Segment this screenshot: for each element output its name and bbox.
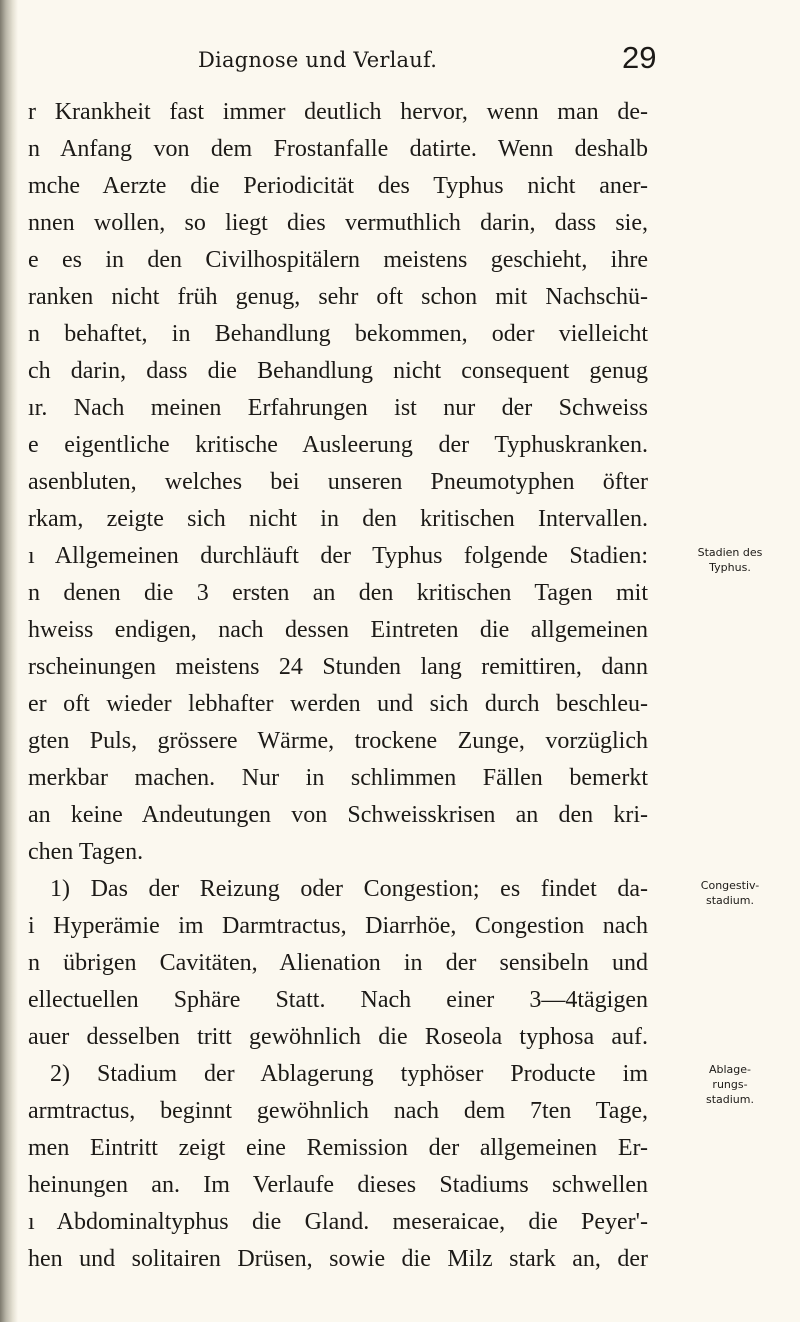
- margin-note-ablagerung: [661, 1062, 799, 1107]
- page-number: 29: [622, 40, 657, 75]
- text-line: 2) Stadium der Ablagerung typhöser Producte im: [50, 1061, 648, 1087]
- margin-note-line: stadium.: [705, 894, 754, 907]
- text-line: nnen wollen, so liegt dies vermuthlich darin, dass sie,: [28, 210, 648, 236]
- page-header: [0, 38, 800, 78]
- text-line: rkam, zeigte sich nicht in den kritischen Intervallen.: [28, 506, 648, 532]
- text-line: heinungen an. Im Verlaufe dieses Stadiums schwellen: [28, 1172, 648, 1198]
- text-line: 1) Das der Reizung oder Congestion; es findet da-: [50, 876, 648, 902]
- text-line: ellectuellen Sphäre Statt. Nach einer 3—4tägigen: [28, 987, 648, 1013]
- text-line: asenbluten, welches bei unseren Pneumotyphen öfter: [28, 469, 648, 495]
- text-line: e es in den Civilhospitälern meistens geschieht, ihre: [28, 247, 648, 273]
- text-line: men Eintritt zeigt eine Remission der allgemeinen Er-: [28, 1135, 648, 1161]
- text-line: i Hyperämie im Darmtractus, Diarrhöe, Congestion nach: [28, 913, 648, 939]
- text-line: n übrigen Cavitäten, Alienation in der sensibeln und: [28, 950, 648, 976]
- text-line: e eigentliche kritische Ausleerung der Typhuskranken.: [28, 432, 648, 458]
- text-line: n behaftet, in Behandlung bekommen, oder vielleicht: [28, 321, 648, 347]
- margin-note-stadien: [661, 545, 799, 575]
- text-line: chen Tagen.: [28, 839, 144, 865]
- margin-note-line: Ablage-: [708, 1063, 752, 1076]
- text-line: ı Allgemeinen durchläuft der Typhus folgende Stadien:: [28, 543, 648, 569]
- text-line: mche Aerzte die Periodicität des Typhus nicht aner-: [28, 173, 648, 199]
- text-line: ır. Nach meinen Erfahrungen ist nur der Schweiss: [28, 395, 648, 421]
- text-line: rscheinungen meistens 24 Stunden lang remittiren, dann: [28, 654, 648, 680]
- margin-note-line: rungs-: [712, 1078, 748, 1091]
- text-line: hen und solitairen Drüsen, sowie die Milz stark an, der: [28, 1246, 648, 1272]
- book-binding-edge: [0, 0, 18, 1322]
- text-line: er oft wieder lebhafter werden und sich durch beschleu-: [28, 691, 648, 717]
- text-line: armtractus, beginnt gewöhnlich nach dem 7ten Tage,: [28, 1098, 648, 1124]
- margin-note-line: Typhus.: [709, 561, 751, 574]
- text-line: r Krankheit fast immer deutlich hervor, wenn man de-: [28, 99, 648, 125]
- text-line: an keine Andeutungen von Schweisskrisen an den kri-: [28, 802, 648, 828]
- text-line: ch darin, dass die Behandlung nicht consequent genug: [28, 358, 648, 384]
- text-line: hweiss endigen, nach dessen Eintreten die allgemeinen: [28, 617, 648, 643]
- text-line: auer desselben tritt gewöhnlich die Roseola typhosa auf.: [28, 1024, 648, 1050]
- text-line: gten Puls, grössere Wärme, trockene Zunge, vorzüglich: [28, 728, 648, 754]
- margin-note-line: stadium.: [705, 1093, 754, 1106]
- margin-note-congestiv: [661, 878, 799, 908]
- text-line: n Anfang von dem Frostanfalle datirte. Wenn deshalb: [28, 136, 648, 162]
- text-line: ranken nicht früh genug, sehr oft schon mit Nachschü-: [28, 284, 648, 310]
- margin-note-line: Congestiv-: [700, 879, 760, 892]
- running-title: Diagnose und Verlauf.: [198, 48, 438, 72]
- margin-note-line: Stadien des: [697, 546, 763, 559]
- text-line: ı Abdominaltyphus die Gland. meseraicae, die Peyer'-: [28, 1209, 648, 1235]
- text-line: merkbar machen. Nur in schlimmen Fällen bemerkt: [28, 765, 648, 791]
- text-line: n denen die 3 ersten an den kritischen Tagen mit: [28, 580, 648, 606]
